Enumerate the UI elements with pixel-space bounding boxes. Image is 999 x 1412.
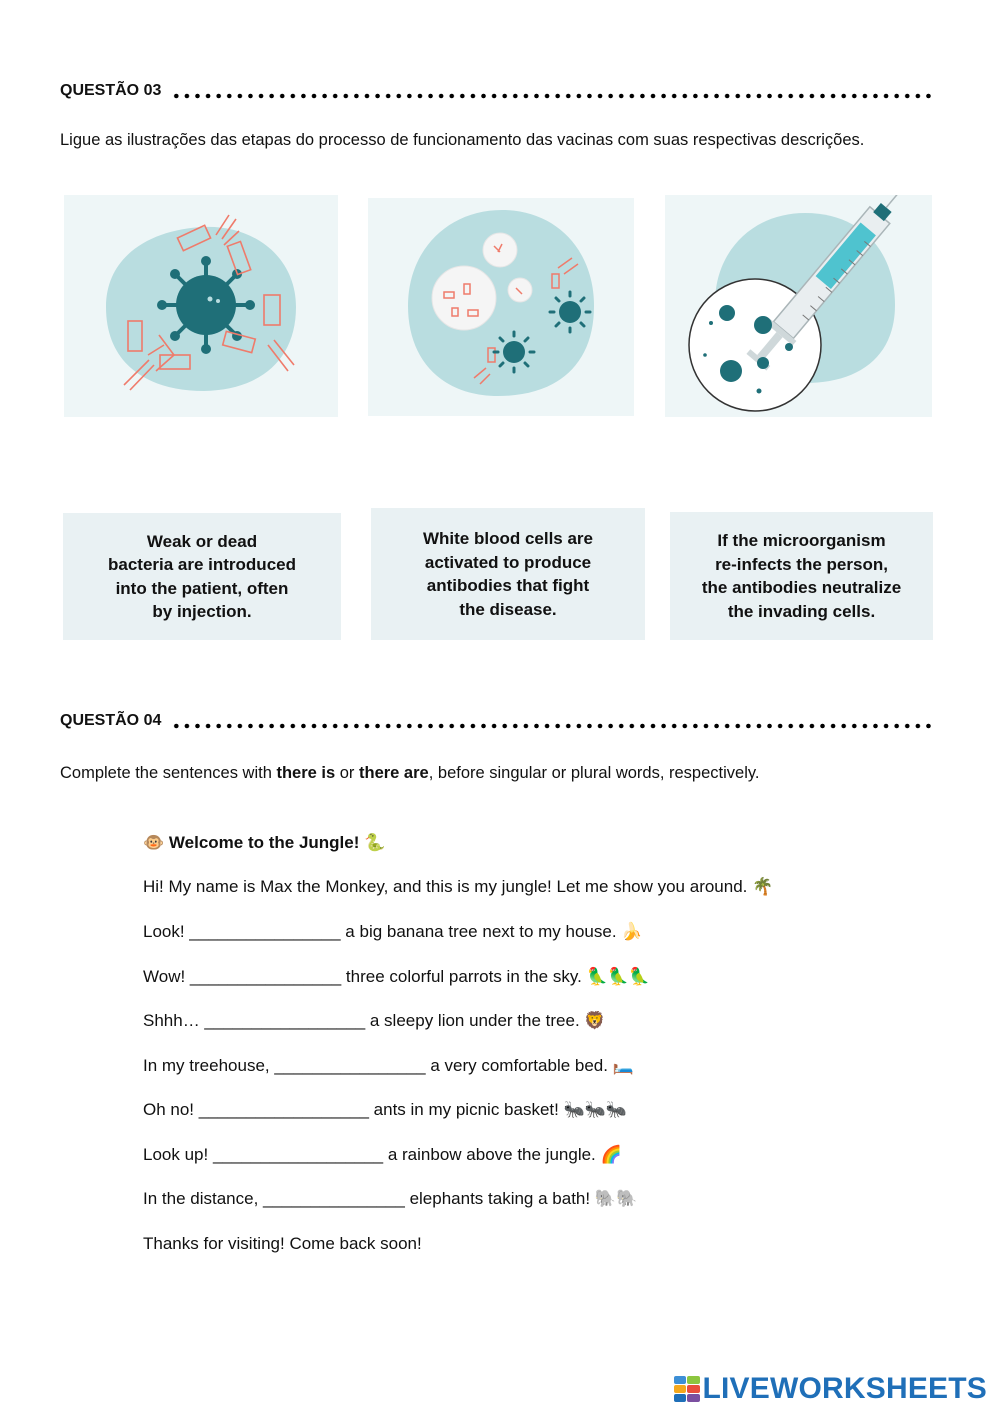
story-line-parrots[interactable]: Wow! ________________ three colorful parrots in the sky. 🦜🦜🦜 <box>143 967 651 986</box>
logo-square <box>674 1394 687 1402</box>
question-04-instruction <box>60 763 936 784</box>
illustration-vaccine-syringe <box>665 195 932 417</box>
story-line-closing: Thanks for visiting! Come back soon! <box>143 1234 422 1253</box>
instruction-bold-there-is: there is <box>276 764 336 782</box>
instruction-bold-there-are: there are <box>359 764 429 782</box>
question-03-label: QUESTÃO 03 <box>60 82 162 99</box>
story-line-intro: Hi! My name is Max the Monkey, and this is my jungle! Let me show you around. 🌴 <box>143 877 774 896</box>
illustration-white-blood-cells <box>368 198 634 416</box>
question-04-label: QUESTÃO 04 <box>60 712 162 729</box>
story-line-rainbow[interactable]: Look up! __________________ a rainbow above the jungle. 🌈 <box>143 1145 622 1164</box>
story-line-bed[interactable]: In my treehouse, ________________ a very comfortable bed. 🛏️ <box>143 1056 634 1075</box>
dotted-leader <box>171 93 932 99</box>
liveworksheets-logo[interactable] <box>674 1372 988 1406</box>
description-card-1[interactable]: Weak or dead bacteria are introduced into the patient, often by injection. <box>63 513 341 640</box>
description-card-3[interactable]: If the microorganism re-infects the person, the antibodies neutralize the invading cells. <box>670 512 933 640</box>
question-04-header <box>60 706 932 730</box>
logo-square <box>674 1385 687 1393</box>
snake-icon: 🐍 <box>364 833 386 852</box>
logo-square <box>687 1376 700 1384</box>
monkey-icon: 🐵 <box>143 833 165 852</box>
logo-square <box>687 1385 700 1393</box>
description-card-2[interactable]: White blood cells are activated to produce antibodies that fight the disease. <box>371 508 645 640</box>
logo-mark-icon <box>674 1376 700 1402</box>
logo-square <box>687 1394 700 1402</box>
question-03-instruction: Ligue as ilustrações das etapas do processo de funcionamento das vacinas com suas respectivas descrições. <box>60 131 865 149</box>
illustration-antibodies-virus <box>64 195 338 417</box>
story-line-banana[interactable]: Look! ________________ a big banana tree next to my house. 🍌 <box>143 922 643 941</box>
instruction-text: , before singular or plural words, respectively. <box>428 764 760 782</box>
logo-square <box>674 1376 687 1384</box>
story-title-text: Welcome to the Jungle! <box>168 833 360 852</box>
story-title <box>143 832 385 854</box>
instruction-text: Complete the sentences with <box>60 764 277 782</box>
story-line-elephants[interactable]: In the distance, _______________ elephants taking a bath! 🐘🐘 <box>143 1189 638 1208</box>
story-line-ants[interactable]: Oh no! __________________ ants in my picnic basket! 🐜🐜🐜 <box>143 1100 628 1119</box>
logo-text: LIVEWORKSHEETS <box>702 1372 987 1405</box>
story-line-lion[interactable]: Shhh… _________________ a sleepy lion under the tree. 🦁 <box>143 1011 606 1030</box>
question-03-header <box>60 76 932 100</box>
instruction-text: or <box>335 764 359 782</box>
dotted-leader <box>171 723 932 729</box>
